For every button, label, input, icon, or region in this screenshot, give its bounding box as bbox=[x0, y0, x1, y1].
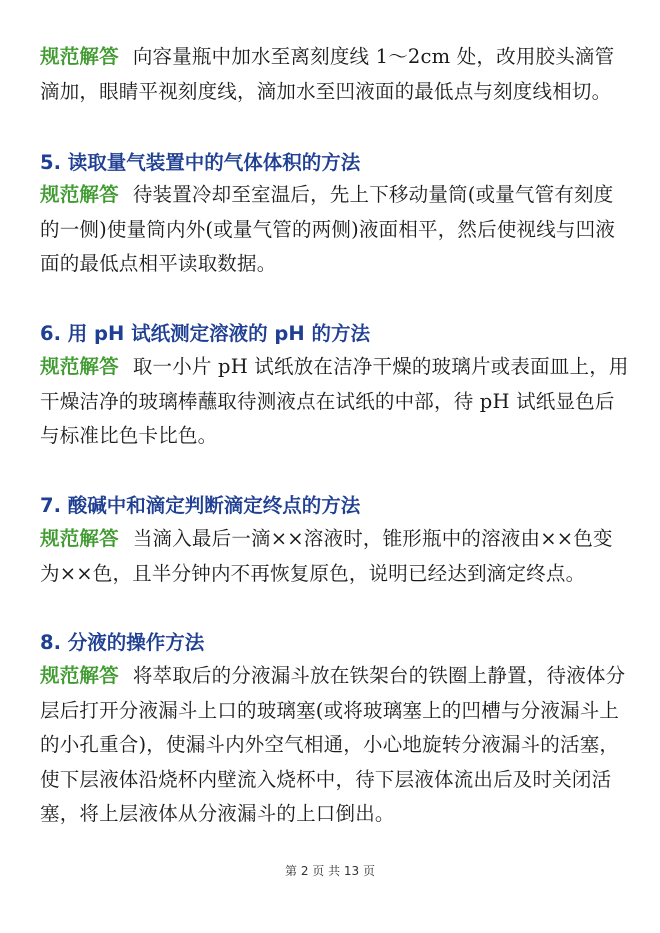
answer-label: 规范解答 bbox=[40, 183, 119, 206]
intro-paragraph bbox=[40, 40, 630, 109]
page-number: 第 2 页 共 13 页 bbox=[285, 864, 375, 878]
section-6-paragraph bbox=[40, 350, 630, 454]
section-8-heading: 8. 分液的操作方法 bbox=[40, 631, 205, 654]
section-6-heading: 6. 用 pH 试纸测定溶液的 pH 的方法 bbox=[40, 322, 370, 345]
intro-answer: 向容量瓶中加水至离刻度线 1～2cm 处，改用胶头滴管滴加，眼睛平视刻度线，滴加水至凹液面的最低点与刻度线相切。 bbox=[40, 45, 615, 103]
section-5-answer: 待装置冷却至室温后，先上下移动量筒(或量气管有刻度的一侧)使量筒内外(或量气管的两侧)液面相平，然后使视线与凹液面的最低点相平读取数据。 bbox=[40, 183, 616, 275]
answer-label: 规范解答 bbox=[40, 45, 119, 68]
section-8-answer: 将萃取后的分液漏斗放在铁架台的铁圈上静置，待液体分层后打开分液漏斗上口的玻璃塞(或将玻璃塞上的凹槽与分液漏斗上的小孔重合)，使漏斗内外空气相通，小心地旋转分液漏斗的活塞，使下层液体沿烧杯内壁流入烧杯中，待下层液体流出后及时关闭活塞，将上层液体从分液漏斗的上口倒出。 bbox=[40, 664, 626, 825]
section-7-answer: 当滴入最后一滴××溶液时，锥形瓶中的溶液由××色变为××色，且半分钟内不再恢复原色，说明已经达到滴定终点。 bbox=[40, 527, 613, 585]
section-6-answer: 取一小片 pH 试纸放在洁净干燥的玻璃片或表面皿上，用干燥洁净的玻璃棒蘸取待测液点在试纸的中部，待 pH 试纸显色后与标准比色卡比色。 bbox=[40, 355, 629, 447]
section-7-heading: 7. 酸碱中和滴定判断滴定终点的方法 bbox=[40, 494, 361, 517]
answer-label: 规范解答 bbox=[40, 664, 119, 687]
section-5-heading: 5. 读取量气装置中的气体体积的方法 bbox=[40, 151, 361, 174]
section-7-paragraph bbox=[40, 522, 630, 591]
answer-label: 规范解答 bbox=[40, 527, 119, 550]
section-8-paragraph bbox=[40, 659, 630, 832]
section-5-paragraph bbox=[40, 178, 630, 282]
answer-label: 规范解答 bbox=[40, 355, 119, 378]
